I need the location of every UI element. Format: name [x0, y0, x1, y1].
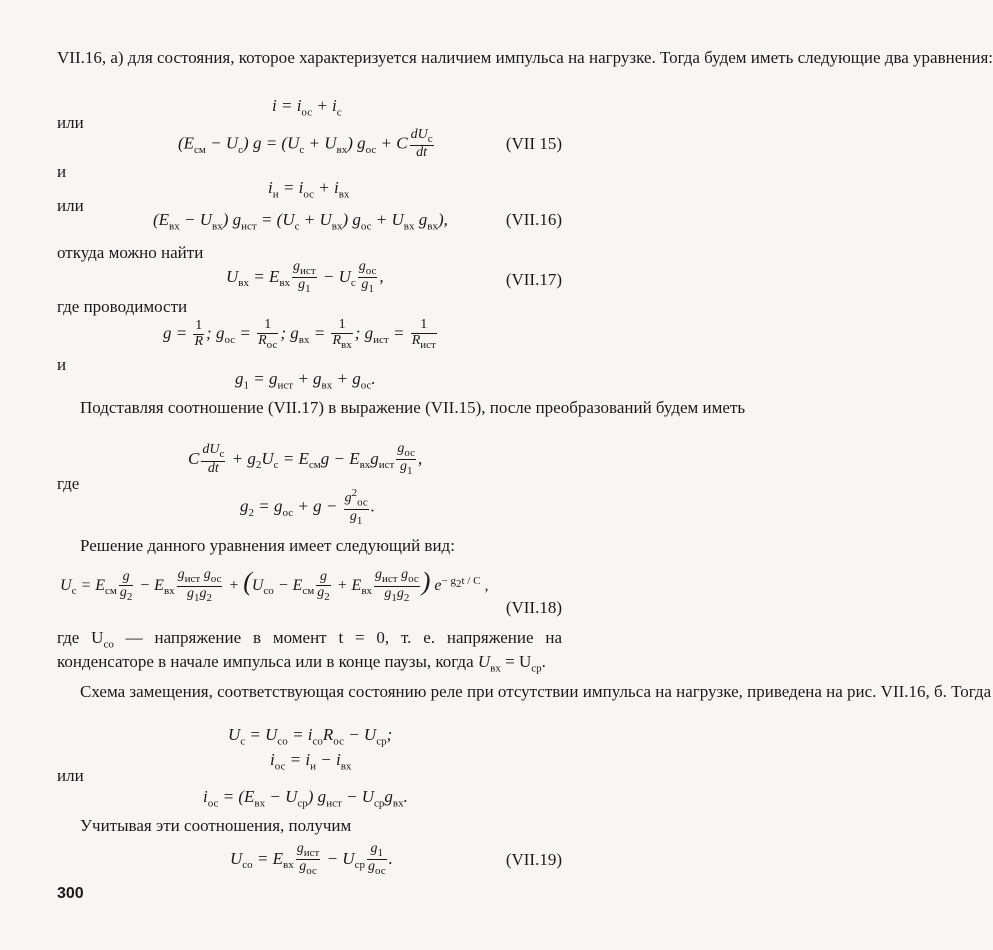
equation-uco: $U_с = U_{со} = i_{со}R_{ос} - U_{ср}$;: [228, 725, 393, 748]
gde-2-suffix: = U: [505, 651, 532, 671]
paragraph-gde-2: где $U_{со}$ — напряжение в момент t = 0, т. е. напряжение на конденсаторе в начале импульса или в конце паузы, когда $U_{вх} = U_{ср}$.: [57, 628, 562, 674]
label-ili-1: или: [57, 113, 84, 132]
label-gde-provodimosti: где проводимости: [57, 297, 188, 316]
paragraph-1: VII.16, а) для состояния, которое характеризуется наличием импульса на нагрузке. Тогда будем иметь следующие два уравнения:: [57, 48, 993, 67]
label-gde-1: где: [57, 474, 80, 493]
label-i-2: и: [57, 355, 67, 374]
label-otkuda: откуда можно найти: [57, 243, 204, 262]
equation-vii-17: $U_{вх} = E_{вх}$ $\frac{g_{ист}}{g_1}$ − $U_с$ $\frac{g_{ос}}{g_1}$ ,: [226, 259, 384, 296]
eq-number-vii-19: (VII.19): [505, 850, 562, 869]
page-number: 300: [57, 885, 84, 902]
paragraph-3: Решение данного уравнения имеет следующий вид:: [80, 536, 455, 555]
paragraph-4: Схема замещения, соответствующая состоянию реле при отсутствии импульса на нагрузке, приведена на рис. VII.16, б. Тогда: [80, 682, 992, 701]
paragraph-2: Подставляя соотношение (VII.17) в выражение (VII.15), после преобразований будем иметь: [80, 398, 746, 417]
eq-number-vii-16: (VII.16): [505, 210, 562, 229]
gde-2-prefix: где U: [57, 628, 104, 647]
paragraph-5: Учитывая эти соотношения, получим: [80, 816, 352, 835]
equation-load-current: $i_и = i_{ос} + i_{вх}$: [268, 178, 350, 201]
equation-current-sum: $i = i_{ос} + i_с$: [272, 96, 342, 119]
gde-2-body: — напряжение в момент t = 0, т. е. напряжение на конденсаторе в начале импульса или в конце паузы, когда: [57, 628, 562, 671]
equation-differential: C $\frac{dU_с}{dt}$ + $g_2U_с = E_{см}g - E_{вх}g_{ист}$ $\frac{g_{ос}}{g_1}$ ,: [188, 441, 423, 478]
label-ili-2: или: [57, 196, 84, 215]
equation-vii-16: $(E_{вх} - U_{вх}) g_{ист} = (U_с + U_{вх}) g_{ос} + U_{вх}$ $g_{вх}$),: [153, 210, 448, 233]
equation-ioc: $i_{ос} = i_и - i_{вх}$: [270, 750, 352, 773]
equation-conductances: g = $\frac{1}{R}$ ; $g_{ос}$ = $\frac{1}{R_{ос}}$ ; $g_{вх}$ = $\frac{1}{R_{вх}}$ ; $g_{ист}$ = $\frac{1}{R_{ист}}$: [163, 317, 436, 351]
equation-g2: $g_2 = g_{ос} + g$ − $\frac{g^2_{ос}}{g_1}$ .: [240, 487, 375, 527]
equation-ioc-2: $i_{ос} = (E_{вх} - U_{ср}) g_{ист} - U_{ср}g_{вх}$.: [203, 787, 408, 810]
equation-g1: $g_1 = g_{ист} + g_{вх} + g_{ос}$.: [235, 369, 376, 392]
eq-number-vii-18: (VII.18): [505, 598, 562, 617]
eq-number-vii-17: (VII.17): [505, 270, 562, 289]
equation-vii-19: $U_{со} = E_{вх}$ $\frac{g_{ист}}{g_{ос}}$ − $U_{ср}$ $\frac{g_1}{g_{ос}}$ .: [230, 841, 393, 878]
equation-vii-18: $U_с = E_{см}$ $\frac{g}{g_2}$ − $E_{вх}$ $\frac{g_{ист} g_{ос}}{g_1g_2}$ + ($U_{со} - E_{см}$ $\frac{g}{g_2}$ + $E_{вх}$ $\frac{g_{ист} g_{ос}}{g_1g_2}$ ) $e^{- g_2t / C}$ ,: [60, 567, 489, 604]
label-ili-3: или: [57, 766, 84, 785]
equation-vii-15: $(E_{см} - U_с) g = (U_с + U_{вх}) g_{ос} + C$ $\frac{dU_с}{dt}$: [178, 127, 433, 161]
label-i-1: и: [57, 162, 67, 181]
eq-number-vii-15: (VII 15): [505, 134, 562, 153]
